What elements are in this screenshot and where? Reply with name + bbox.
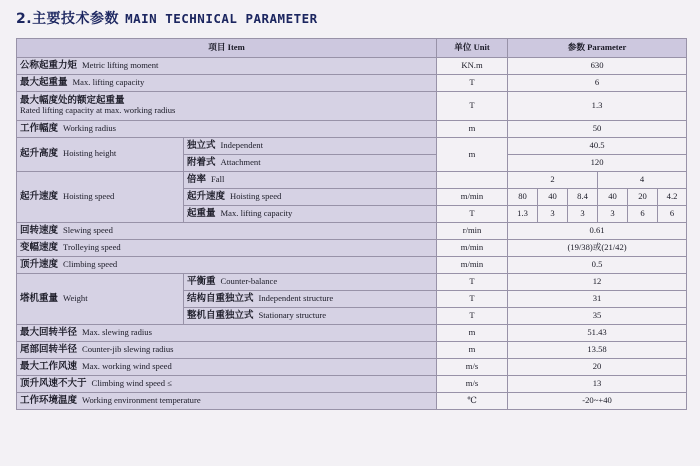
unit-cell: m/s xyxy=(437,359,508,376)
row-label xyxy=(17,393,437,410)
value-cell: 4.2 xyxy=(658,189,687,206)
label-cn: 最大回转半径 xyxy=(20,326,78,338)
value-cell: 2 xyxy=(508,172,598,189)
label-cn: 独立式 xyxy=(187,139,216,151)
value-cell: (19/38)或(21/42) xyxy=(508,240,687,257)
header-item xyxy=(17,39,437,58)
unit-cell: KN.m xyxy=(437,58,508,75)
header-parameter xyxy=(508,39,687,58)
value-cell: 120 xyxy=(508,155,687,172)
technical-parameter-table xyxy=(16,38,687,410)
row-sublabel xyxy=(184,189,437,206)
label-cn: 整机自重独立式 xyxy=(187,309,254,321)
value-cell: 1.3 xyxy=(508,92,687,121)
row-label xyxy=(17,75,437,92)
row-label xyxy=(17,223,437,240)
label-en: Hoisting speed xyxy=(230,190,282,201)
value-cell: 13.58 xyxy=(508,342,687,359)
label-en: Weight xyxy=(63,292,88,303)
label-en: Max. lifting capacity xyxy=(220,207,293,218)
label-en: Max. working wind speed xyxy=(82,360,172,371)
table-row xyxy=(17,257,687,274)
label-cn: 最大幅度处的额定起重量 xyxy=(20,95,125,107)
unit-cell: T xyxy=(437,274,508,291)
row-label xyxy=(17,342,437,359)
value-cell: 50 xyxy=(508,121,687,138)
label-en: Working environment temperature xyxy=(82,394,201,405)
label-en: Climbing speed xyxy=(63,258,118,269)
table-row xyxy=(17,75,687,92)
label-en: Independent structure xyxy=(258,292,334,303)
row-sublabel xyxy=(184,138,437,155)
label-cn: 公称起重力矩 xyxy=(20,59,78,71)
header-unit xyxy=(437,39,508,58)
label-cn: 塔机重量 xyxy=(20,292,59,304)
label-en: Hoisting height xyxy=(63,148,117,159)
row-label xyxy=(17,257,437,274)
label-cn: 结构自重独立式 xyxy=(187,292,254,304)
label-cn: 回转速度 xyxy=(20,224,59,236)
table-row xyxy=(17,376,687,393)
section-title-en: MAIN TECHNICAL PARAMETER xyxy=(125,11,318,26)
value-cell: 12 xyxy=(508,274,687,291)
unit-cell: ℃ xyxy=(437,393,508,410)
label-en: Hoisting speed xyxy=(63,190,115,201)
row-sublabel xyxy=(184,308,437,325)
value-cell: 3 xyxy=(538,206,568,223)
unit-cell xyxy=(437,172,508,189)
label-en: Independent xyxy=(220,139,263,150)
value-cell: 0.5 xyxy=(508,257,687,274)
table-header-row xyxy=(17,39,687,58)
label-cn: 顶升速度 xyxy=(20,258,59,270)
section-title-cn: 主要技术参数 xyxy=(32,11,120,27)
value-cell: 6 xyxy=(628,206,658,223)
header-param-cn: 参数 xyxy=(567,42,585,53)
label-en: Climbing wind speed ≤ xyxy=(91,377,172,388)
table-row xyxy=(17,342,687,359)
unit-cell: m xyxy=(437,342,508,359)
label-en: Max. lifting capacity xyxy=(72,76,145,87)
value-cell: 20 xyxy=(508,359,687,376)
table-row xyxy=(17,359,687,376)
row-group-label xyxy=(17,274,184,325)
unit-cell: T xyxy=(437,291,508,308)
table-row xyxy=(17,121,687,138)
label-cn: 起重量 xyxy=(187,207,216,219)
label-en: Attachment xyxy=(220,156,261,167)
unit-cell: m/min xyxy=(437,189,508,206)
row-label xyxy=(17,359,437,376)
unit-cell: T xyxy=(437,75,508,92)
label-cn: 起升速度 xyxy=(187,190,226,202)
unit-cell: T xyxy=(437,206,508,223)
value-cell: 8.4 xyxy=(568,189,598,206)
row-label xyxy=(17,325,437,342)
unit-cell: T xyxy=(437,92,508,121)
value-cell: 20 xyxy=(628,189,658,206)
table-row xyxy=(17,240,687,257)
value-cell: 3 xyxy=(598,206,628,223)
row-group-label xyxy=(17,172,184,223)
label-cn: 工作环境温度 xyxy=(20,394,78,406)
label-en: Counter-jib slewing radius xyxy=(82,343,174,354)
section-number: 2. xyxy=(16,11,33,27)
section-heading xyxy=(16,8,318,30)
label-cn: 最大起重量 xyxy=(20,76,68,88)
unit-cell: m/min xyxy=(437,257,508,274)
row-label xyxy=(17,92,437,121)
unit-cell: m xyxy=(437,121,508,138)
header-unit-cn: 单位 xyxy=(454,42,472,53)
value-cell: 80 xyxy=(508,189,538,206)
header-unit-en: Unit xyxy=(473,42,490,53)
value-cell: 4 xyxy=(598,172,687,189)
value-cell: 40 xyxy=(538,189,568,206)
value-cell: 6 xyxy=(658,206,687,223)
label-en: Max. slewing radius xyxy=(82,326,152,337)
label-en: Metric lifting moment xyxy=(82,59,159,70)
value-cell: 6 xyxy=(508,75,687,92)
value-cell: 51.43 xyxy=(508,325,687,342)
value-cell: 1.3 xyxy=(508,206,538,223)
label-cn: 起升高度 xyxy=(20,148,59,160)
value-cell: 40 xyxy=(598,189,628,206)
unit-cell: m/s xyxy=(437,376,508,393)
row-sublabel xyxy=(184,155,437,172)
label-cn: 工作幅度 xyxy=(20,122,59,134)
label-en: Rated lifting capacity at max. working radius xyxy=(20,105,176,116)
label-en: Fall xyxy=(211,173,225,184)
table-row xyxy=(17,274,687,291)
label-cn: 起升速度 xyxy=(20,190,59,202)
value-cell: 3 xyxy=(568,206,598,223)
table-row xyxy=(17,58,687,75)
unit-cell: m xyxy=(437,325,508,342)
label-en: Trolleying speed xyxy=(63,241,121,252)
label-cn: 顶升风速不大于 xyxy=(20,377,87,389)
unit-cell: m/min xyxy=(437,240,508,257)
value-cell: 35 xyxy=(508,308,687,325)
table-row xyxy=(17,172,687,189)
value-cell: 630 xyxy=(508,58,687,75)
row-sublabel xyxy=(184,274,437,291)
table-row xyxy=(17,138,687,155)
unit-cell: T xyxy=(437,308,508,325)
label-en: Slewing speed xyxy=(63,224,113,235)
value-cell: 31 xyxy=(508,291,687,308)
row-label xyxy=(17,58,437,75)
value-cell: 0.61 xyxy=(508,223,687,240)
header-item-cn: 项目 xyxy=(208,42,226,53)
row-label xyxy=(17,121,437,138)
table-row xyxy=(17,223,687,240)
row-label xyxy=(17,240,437,257)
label-cn: 最大工作风速 xyxy=(20,360,78,372)
row-sublabel xyxy=(184,291,437,308)
table-row xyxy=(17,92,687,121)
header-param-en: Parameter xyxy=(587,42,627,53)
label-cn: 尾部回转半径 xyxy=(20,343,78,355)
unit-cell: r/min xyxy=(437,223,508,240)
value-cell: 13 xyxy=(508,376,687,393)
label-cn: 倍率 xyxy=(187,173,207,185)
row-group-label xyxy=(17,138,184,172)
label-cn: 附着式 xyxy=(187,156,216,168)
table-row xyxy=(17,325,687,342)
label-cn: 变幅速度 xyxy=(20,241,59,253)
label-en: Stationary structure xyxy=(258,309,327,320)
header-item-en: Item xyxy=(227,42,245,53)
row-label xyxy=(17,376,437,393)
value-cell: -20~+40 xyxy=(508,393,687,410)
label-en: Working radius xyxy=(63,122,117,133)
table-row xyxy=(17,393,687,410)
row-sublabel xyxy=(184,206,437,223)
unit-cell: m xyxy=(437,138,508,172)
label-cn: 平衡重 xyxy=(187,275,216,287)
value-cell: 40.5 xyxy=(508,138,687,155)
label-en: Counter-balance xyxy=(220,275,278,286)
row-sublabel xyxy=(184,172,437,189)
